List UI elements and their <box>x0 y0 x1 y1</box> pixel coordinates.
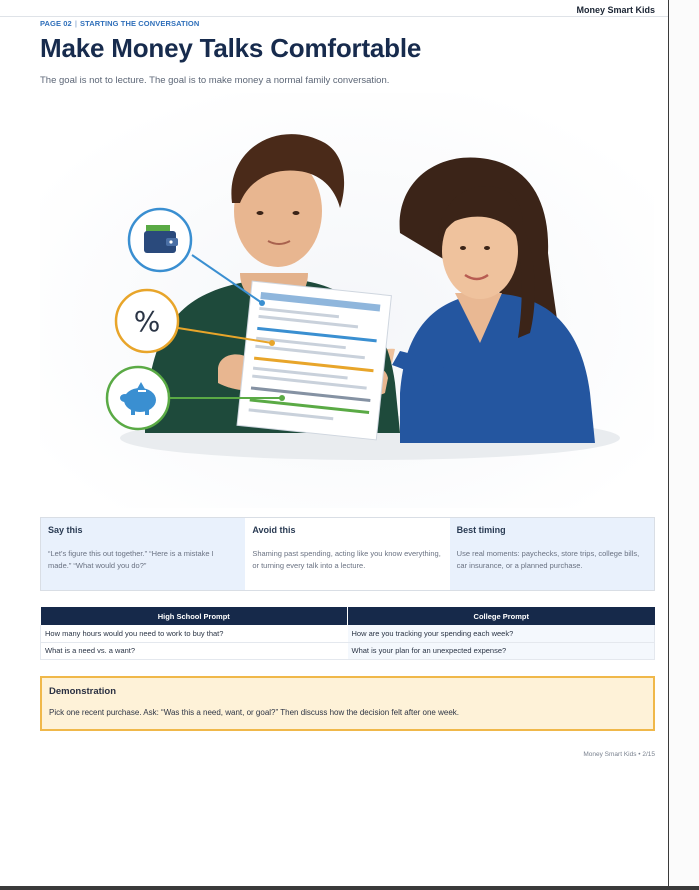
table-row <box>41 625 655 642</box>
table-header-row <box>41 607 655 625</box>
demonstration-callout <box>40 676 655 731</box>
page-subtitle: The goal is not to lecture. The goal is to make money a normal family conversation. <box>40 75 390 86</box>
card-title: Avoid this <box>252 525 296 535</box>
percent-icon <box>116 290 178 352</box>
kicker-separator: | <box>74 19 78 28</box>
kicker-page: PAGE 02 <box>40 19 72 28</box>
family-illustration <box>40 93 654 508</box>
card-text: “Let’s figure this out together.” “Here is a mistake I made.” “What would you do?” <box>48 549 214 570</box>
card-title: Best timing <box>456 525 506 535</box>
header-rule <box>0 16 668 17</box>
brand-name: Money Smart Kids <box>576 5 655 15</box>
page-footer: Money Smart Kids • 2/15 <box>583 751 655 758</box>
column-header-college: College Prompt <box>348 607 655 625</box>
svg-text:%: % <box>133 305 161 338</box>
viewer-edge-bottom <box>0 886 699 890</box>
demonstration-text: Pick one recent purchase. Ask: “Was this a need, want, or goal?” Then discuss how the decision felt after one week. <box>49 708 459 717</box>
conversation-tips <box>40 517 655 591</box>
table-row <box>41 642 655 659</box>
viewer-edge-right <box>668 0 699 890</box>
table-cell: What is your plan for an unexpected expense? <box>348 642 655 659</box>
kicker-section: STARTING THE CONVERSATION <box>80 19 200 28</box>
avoid-this-card <box>245 518 449 590</box>
table-cell: How many hours would you need to work to buy that? <box>41 625 348 642</box>
best-timing-card <box>450 518 654 590</box>
say-this-card <box>41 518 245 590</box>
column-header-high-school: High School Prompt <box>41 607 348 625</box>
page-kicker <box>40 19 199 28</box>
demonstration-title: Demonstration <box>49 686 117 697</box>
table-cell: How are you tracking your spending each week? <box>348 625 655 642</box>
card-text: Use real moments: paychecks, store trips, college bills, car insurance, or a planned purchase. <box>456 549 640 570</box>
prompt-table <box>40 607 655 660</box>
piggy-bank-icon <box>107 367 169 429</box>
table-cell: What is a need vs. a want? <box>41 642 348 659</box>
card-text: Shaming past spending, acting like you know everything, or turning every talk into a lecture. <box>252 549 441 570</box>
page-title: Make Money Talks Comfortable <box>40 33 422 63</box>
card-title: Say this <box>48 525 83 535</box>
wallet-icon <box>129 209 191 271</box>
